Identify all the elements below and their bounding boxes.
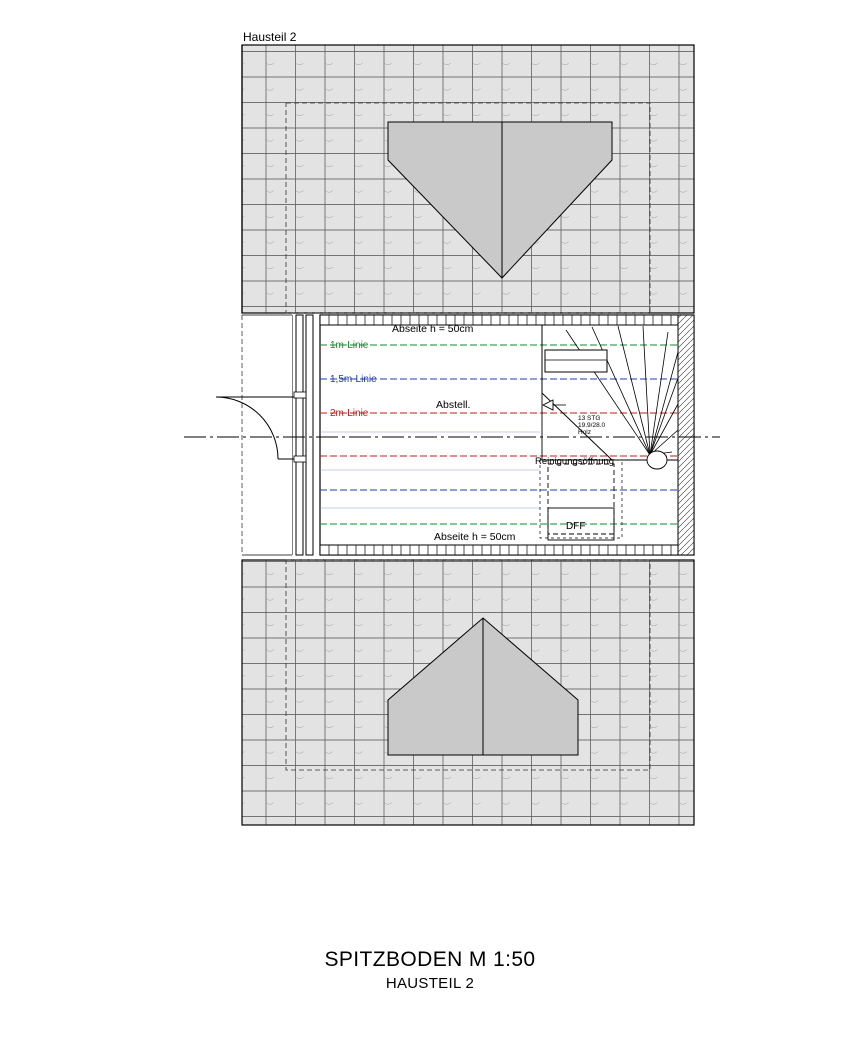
label-line-1m: 1m-Linie (330, 340, 369, 351)
label-reinigungsoeffnung: Reinigungsöffnung (535, 456, 615, 467)
label-line-2m: 2m-Linie (330, 408, 369, 419)
label-stairs-material: Holz (578, 429, 592, 436)
label-dff: DFF (566, 521, 586, 532)
label-stairs-count: 13 STG (578, 415, 601, 422)
wall-left (292, 315, 313, 555)
wall-top (320, 315, 680, 325)
lower-roof-area (242, 560, 694, 825)
label-stairs-dimensions: 19.9/28.0 (578, 422, 606, 429)
upper-roof-area (242, 45, 694, 313)
drawing-subtitle: HAUSTEIL 2 (385, 975, 475, 992)
drawing-title: SPITZBODEN M 1:50 (324, 948, 536, 971)
label-hausteil-2-top: Hausteil 2 (243, 30, 297, 44)
attic-room (216, 315, 694, 555)
left-roof-strip (242, 315, 292, 555)
label-line-15m: 1,5m-Linie (330, 374, 377, 385)
label-room-abstell: Abstell. (436, 399, 471, 411)
label-abseite-bottom: Abseite h = 50cm (434, 531, 516, 543)
wall-right (678, 315, 694, 555)
wall-bottom (320, 545, 680, 555)
label-abseite-top: Abseite h = 50cm (392, 323, 474, 335)
